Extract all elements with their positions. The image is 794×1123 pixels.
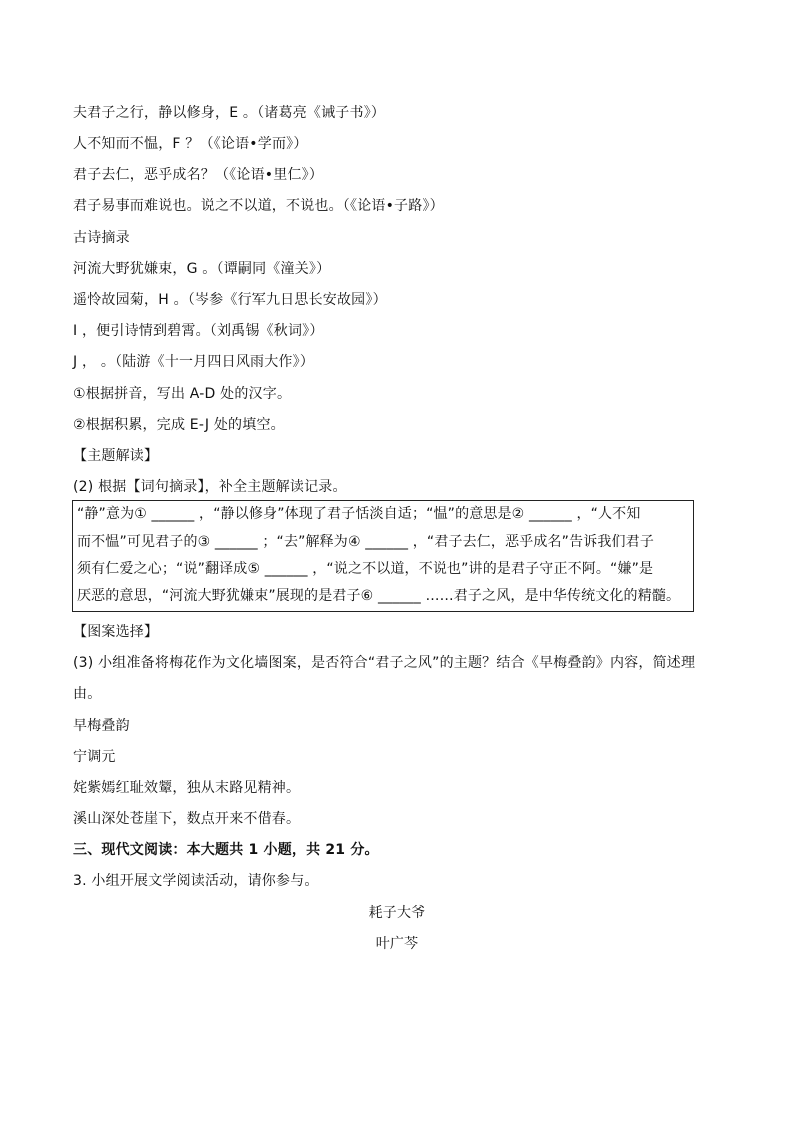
text-line-zilu: 君子易事而难说也。说之不以道，不说也。（《论语•子路》） [73, 198, 444, 214]
box-line: 厌恶的意思，“河流大野犹嫌束”展现的是君子⑥ ______ ……君子之风，是中华传统文化的精髓。 [77, 588, 681, 604]
poem-line-2: 溪山深处苍崖下，数点开来不借春。 [73, 811, 301, 827]
story-title: 耗子大爷 [368, 905, 426, 921]
story-author: 叶广芩 [375, 936, 419, 952]
box-line: 而不愠”可见君子的③ ______ ；“去”解释为④ ______ ，“君子去仁，恶乎成名”告诉我们君子 [77, 534, 654, 550]
section-label-poems: 古诗摘录 [73, 230, 130, 246]
text-line-g: 河流大野犹嫌束，G 。（谭嗣同《潼关》） [73, 261, 331, 277]
text-line-j: J ， 。（陆游《十一月四日风雨大作》） [73, 354, 315, 370]
theme-record-box [72, 500, 694, 612]
section-heading-pattern: 【图案选择】 [73, 624, 159, 640]
text-line-i: I ，便引诗情到碧霄。（刘禹锡《秋词》） [73, 323, 324, 339]
instruction-1: ①根据拼音，写出 A-D 处的汉字。 [73, 386, 292, 402]
question-3: (3) 小组准备将梅花作为文化墙图案，是否符合“君子之风”的主题？结合《早梅叠韵》内容，简述理 [73, 655, 696, 671]
poem-line-1: 姹紫嫣红耻效颦，独从末路见精神。 [73, 780, 301, 796]
question-2: (2) 根据【词句摘录】，补全主题解读记录。 [73, 479, 347, 495]
poem-author: 宁调元 [73, 749, 116, 765]
question-3-continued: 由。 [73, 686, 102, 702]
question-3-intro: 3. 小组开展文学阅读活动，请你参与。 [73, 873, 319, 889]
section-heading-theme: 【主题解读】 [73, 448, 159, 464]
text-line-e: 夫君子之行，静以修身，E 。（诸葛亮《诫子书》） [73, 105, 386, 121]
text-line-f: 人不知而不愠，F ？（《论语•学而》） [73, 136, 308, 152]
text-line-liren: 君子去仁，恶乎成名？（《论语•里仁》） [73, 167, 324, 183]
text-line-h: 遥怜故园菊，H 。（岑参《行军九日思长安故园》） [73, 292, 387, 308]
box-line: “静”意为① ______ ，“静以修身”体现了君子恬淡自适；“愠”的意思是② ______ ，“人不知 [77, 506, 641, 522]
poem-title: 早梅叠韵 [73, 718, 130, 734]
section-heading-modern-reading: 三、现代文阅读：本大题共 1 小题，共 21 分。 [73, 842, 379, 858]
instruction-2: ②根据积累，完成 E-J 处的填空。 [73, 417, 285, 433]
box-line: 须有仁爱之心；“说”翻译成⑤ ______ ，“说之不以道，不说也”讲的是君子守正不阿。“嫌”是 [77, 561, 654, 577]
